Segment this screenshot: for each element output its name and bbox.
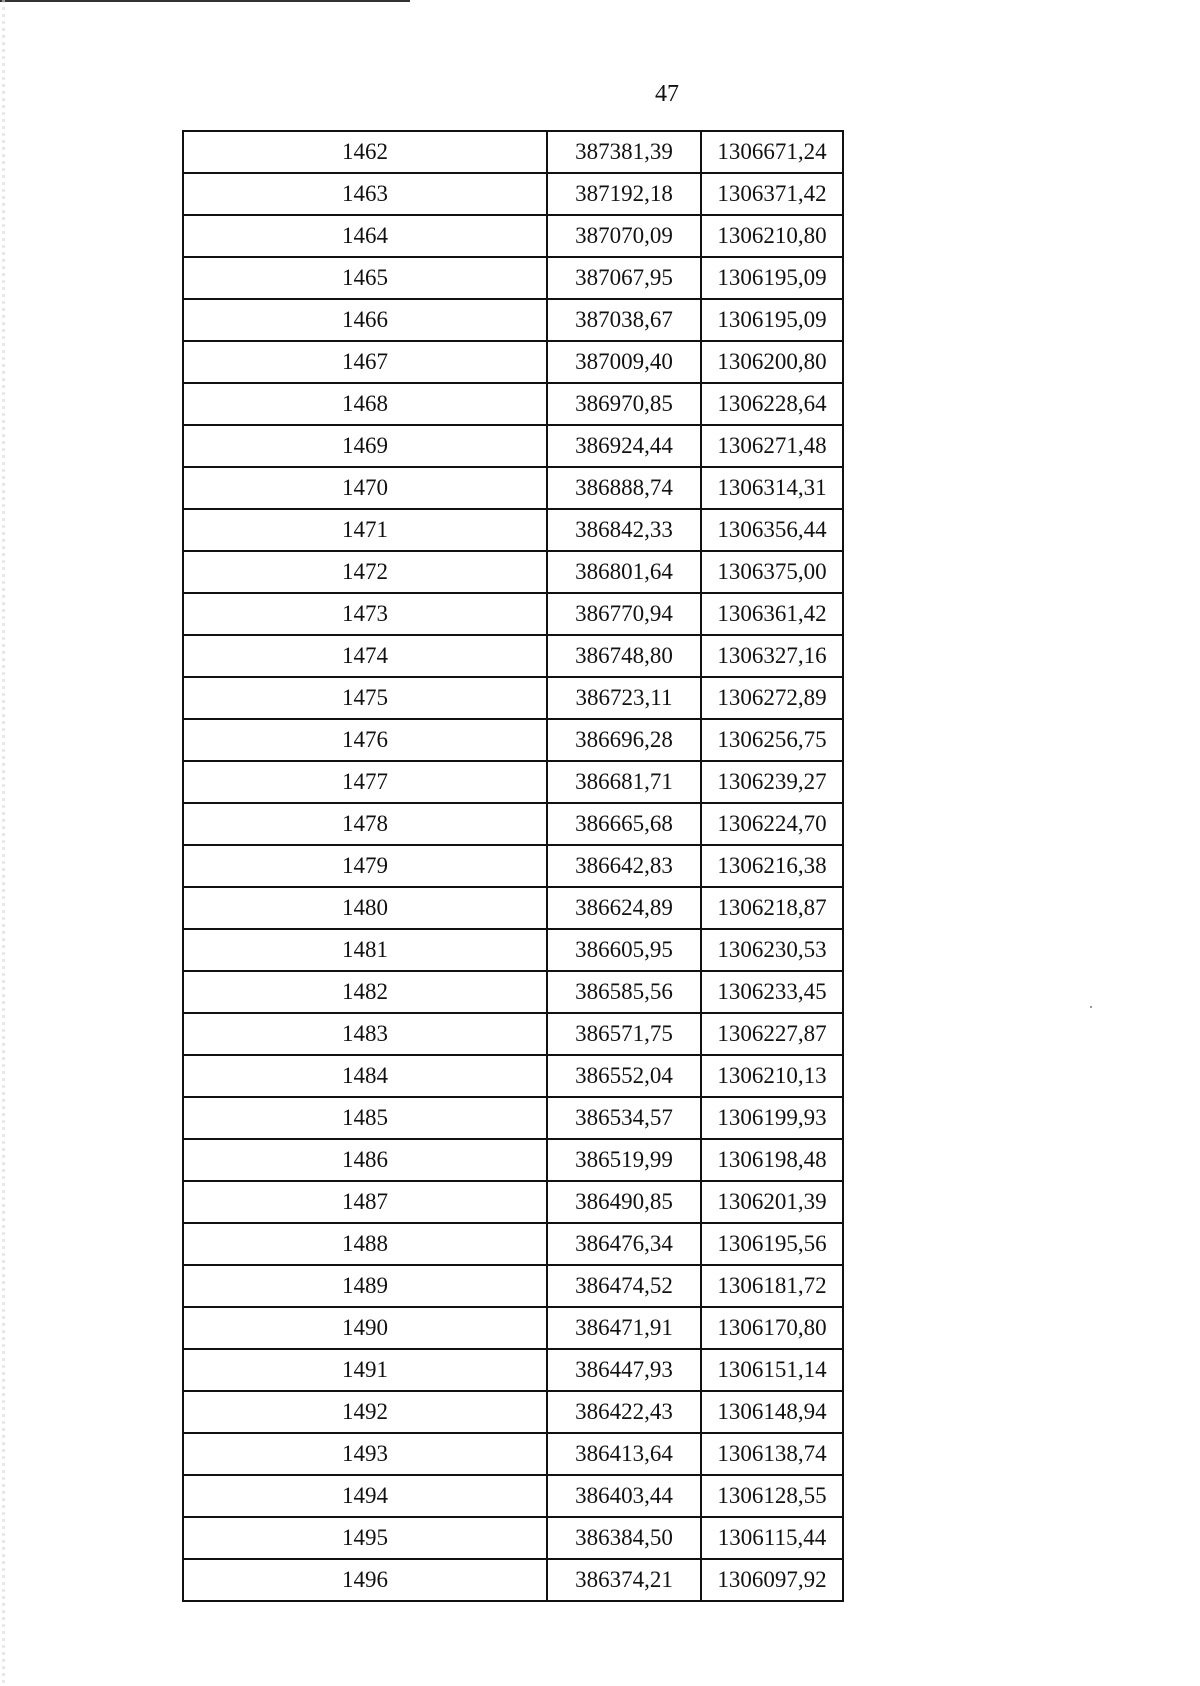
top-rule xyxy=(0,0,410,2)
y-coordinate-cell: 1306195,56 xyxy=(701,1223,843,1265)
y-coordinate-cell: 1306272,89 xyxy=(701,677,843,719)
table-row xyxy=(183,635,843,677)
point-number-cell: 1463 xyxy=(183,173,547,215)
table-row xyxy=(183,761,843,803)
point-number-cell: 1495 xyxy=(183,1517,547,1559)
point-number-cell: 1480 xyxy=(183,887,547,929)
table-row xyxy=(183,551,843,593)
y-coordinate-cell: 1306239,27 xyxy=(701,761,843,803)
x-coordinate-cell: 386585,56 xyxy=(547,971,701,1013)
point-number-cell: 1469 xyxy=(183,425,547,467)
x-coordinate-cell: 386888,74 xyxy=(547,467,701,509)
y-coordinate-cell: 1306371,42 xyxy=(701,173,843,215)
y-coordinate-cell: 1306271,48 xyxy=(701,425,843,467)
point-number-cell: 1493 xyxy=(183,1433,547,1475)
table-row xyxy=(183,1475,843,1517)
table-row xyxy=(183,1517,843,1559)
y-coordinate-cell: 1306230,53 xyxy=(701,929,843,971)
y-coordinate-cell: 1306233,45 xyxy=(701,971,843,1013)
point-number-cell: 1490 xyxy=(183,1307,547,1349)
y-coordinate-cell: 1306216,38 xyxy=(701,845,843,887)
y-coordinate-cell: 1306138,74 xyxy=(701,1433,843,1475)
point-number-cell: 1479 xyxy=(183,845,547,887)
table-row xyxy=(183,425,843,467)
x-coordinate-cell: 386519,99 xyxy=(547,1139,701,1181)
point-number-cell: 1465 xyxy=(183,257,547,299)
x-coordinate-cell: 386422,43 xyxy=(547,1391,701,1433)
y-coordinate-cell: 1306327,16 xyxy=(701,635,843,677)
y-coordinate-cell: 1306148,94 xyxy=(701,1391,843,1433)
table-row xyxy=(183,719,843,761)
point-number-cell: 1468 xyxy=(183,383,547,425)
x-coordinate-cell: 386605,95 xyxy=(547,929,701,971)
table-row xyxy=(183,1055,843,1097)
table-row xyxy=(183,887,843,929)
point-number-cell: 1481 xyxy=(183,929,547,971)
x-coordinate-cell: 386696,28 xyxy=(547,719,701,761)
y-coordinate-cell: 1306218,87 xyxy=(701,887,843,929)
y-coordinate-cell: 1306228,64 xyxy=(701,383,843,425)
table-row xyxy=(183,341,843,383)
y-coordinate-cell: 1306356,44 xyxy=(701,509,843,551)
page-number: 47 xyxy=(655,81,679,107)
table-row xyxy=(183,593,843,635)
point-number-cell: 1462 xyxy=(183,131,547,173)
point-number-cell: 1485 xyxy=(183,1097,547,1139)
y-coordinate-cell: 1306210,80 xyxy=(701,215,843,257)
x-coordinate-cell: 386403,44 xyxy=(547,1475,701,1517)
point-number-cell: 1496 xyxy=(183,1559,547,1601)
y-coordinate-cell: 1306201,39 xyxy=(701,1181,843,1223)
point-number-cell: 1487 xyxy=(183,1181,547,1223)
y-coordinate-cell: 1306671,24 xyxy=(701,131,843,173)
table-row xyxy=(183,383,843,425)
point-number-cell: 1475 xyxy=(183,677,547,719)
x-coordinate-cell: 387381,39 xyxy=(547,131,701,173)
table-row xyxy=(183,1097,843,1139)
x-coordinate-cell: 387192,18 xyxy=(547,173,701,215)
point-number-cell: 1472 xyxy=(183,551,547,593)
x-coordinate-cell: 386624,89 xyxy=(547,887,701,929)
table-row xyxy=(183,509,843,551)
table-row xyxy=(183,1391,843,1433)
table-row xyxy=(183,1349,843,1391)
table-row xyxy=(183,467,843,509)
y-coordinate-cell: 1306195,09 xyxy=(701,299,843,341)
table-row xyxy=(183,1559,843,1601)
x-coordinate-cell: 386665,68 xyxy=(547,803,701,845)
point-number-cell: 1471 xyxy=(183,509,547,551)
table-row xyxy=(183,299,843,341)
table-row xyxy=(183,1307,843,1349)
y-coordinate-cell: 1306200,80 xyxy=(701,341,843,383)
x-coordinate-cell: 386471,91 xyxy=(547,1307,701,1349)
table-row xyxy=(183,845,843,887)
table-row xyxy=(183,971,843,1013)
point-number-cell: 1484 xyxy=(183,1055,547,1097)
y-coordinate-cell: 1306181,72 xyxy=(701,1265,843,1307)
x-coordinate-cell: 386534,57 xyxy=(547,1097,701,1139)
x-coordinate-cell: 387070,09 xyxy=(547,215,701,257)
coordinates-table-body xyxy=(183,131,843,1601)
x-coordinate-cell: 386571,75 xyxy=(547,1013,701,1055)
point-number-cell: 1491 xyxy=(183,1349,547,1391)
point-number-cell: 1477 xyxy=(183,761,547,803)
point-number-cell: 1486 xyxy=(183,1139,547,1181)
point-number-cell: 1488 xyxy=(183,1223,547,1265)
x-coordinate-cell: 386413,64 xyxy=(547,1433,701,1475)
x-coordinate-cell: 386842,33 xyxy=(547,509,701,551)
table-row xyxy=(183,215,843,257)
table-row xyxy=(183,131,843,173)
y-coordinate-cell: 1306210,13 xyxy=(701,1055,843,1097)
y-coordinate-cell: 1306195,09 xyxy=(701,257,843,299)
point-number-cell: 1476 xyxy=(183,719,547,761)
table-row xyxy=(183,1181,843,1223)
x-coordinate-cell: 386723,11 xyxy=(547,677,701,719)
point-number-cell: 1473 xyxy=(183,593,547,635)
y-coordinate-cell: 1306361,42 xyxy=(701,593,843,635)
point-number-cell: 1466 xyxy=(183,299,547,341)
y-coordinate-cell: 1306151,14 xyxy=(701,1349,843,1391)
x-coordinate-cell: 386801,64 xyxy=(547,551,701,593)
table-row xyxy=(183,677,843,719)
table-row xyxy=(183,173,843,215)
x-coordinate-cell: 386552,04 xyxy=(547,1055,701,1097)
table-row xyxy=(183,1139,843,1181)
x-coordinate-cell: 386476,34 xyxy=(547,1223,701,1265)
point-number-cell: 1494 xyxy=(183,1475,547,1517)
x-coordinate-cell: 386924,44 xyxy=(547,425,701,467)
point-number-cell: 1489 xyxy=(183,1265,547,1307)
coordinates-table xyxy=(182,130,844,1602)
x-coordinate-cell: 387067,95 xyxy=(547,257,701,299)
y-coordinate-cell: 1306227,87 xyxy=(701,1013,843,1055)
point-number-cell: 1478 xyxy=(183,803,547,845)
point-number-cell: 1464 xyxy=(183,215,547,257)
scan-edge xyxy=(2,0,5,1686)
table-row xyxy=(183,1265,843,1307)
x-coordinate-cell: 386642,83 xyxy=(547,845,701,887)
y-coordinate-cell: 1306115,44 xyxy=(701,1517,843,1559)
x-coordinate-cell: 386970,85 xyxy=(547,383,701,425)
y-coordinate-cell: 1306128,55 xyxy=(701,1475,843,1517)
y-coordinate-cell: 1306097,92 xyxy=(701,1559,843,1601)
x-coordinate-cell: 386748,80 xyxy=(547,635,701,677)
x-coordinate-cell: 387009,40 xyxy=(547,341,701,383)
point-number-cell: 1482 xyxy=(183,971,547,1013)
point-number-cell: 1474 xyxy=(183,635,547,677)
table-row xyxy=(183,1013,843,1055)
x-coordinate-cell: 386447,93 xyxy=(547,1349,701,1391)
y-coordinate-cell: 1306198,48 xyxy=(701,1139,843,1181)
y-coordinate-cell: 1306314,31 xyxy=(701,467,843,509)
point-number-cell: 1492 xyxy=(183,1391,547,1433)
x-coordinate-cell: 386490,85 xyxy=(547,1181,701,1223)
x-coordinate-cell: 386770,94 xyxy=(547,593,701,635)
table-row xyxy=(183,257,843,299)
x-coordinate-cell: 386681,71 xyxy=(547,761,701,803)
table-row xyxy=(183,1433,843,1475)
y-coordinate-cell: 1306199,93 xyxy=(701,1097,843,1139)
table-row xyxy=(183,1223,843,1265)
x-coordinate-cell: 386474,52 xyxy=(547,1265,701,1307)
scan-dot xyxy=(1090,1006,1092,1008)
x-coordinate-cell: 386384,50 xyxy=(547,1517,701,1559)
y-coordinate-cell: 1306256,75 xyxy=(701,719,843,761)
y-coordinate-cell: 1306224,70 xyxy=(701,803,843,845)
x-coordinate-cell: 387038,67 xyxy=(547,299,701,341)
point-number-cell: 1470 xyxy=(183,467,547,509)
y-coordinate-cell: 1306375,00 xyxy=(701,551,843,593)
point-number-cell: 1483 xyxy=(183,1013,547,1055)
x-coordinate-cell: 386374,21 xyxy=(547,1559,701,1601)
point-number-cell: 1467 xyxy=(183,341,547,383)
table-row xyxy=(183,929,843,971)
table-row xyxy=(183,803,843,845)
y-coordinate-cell: 1306170,80 xyxy=(701,1307,843,1349)
